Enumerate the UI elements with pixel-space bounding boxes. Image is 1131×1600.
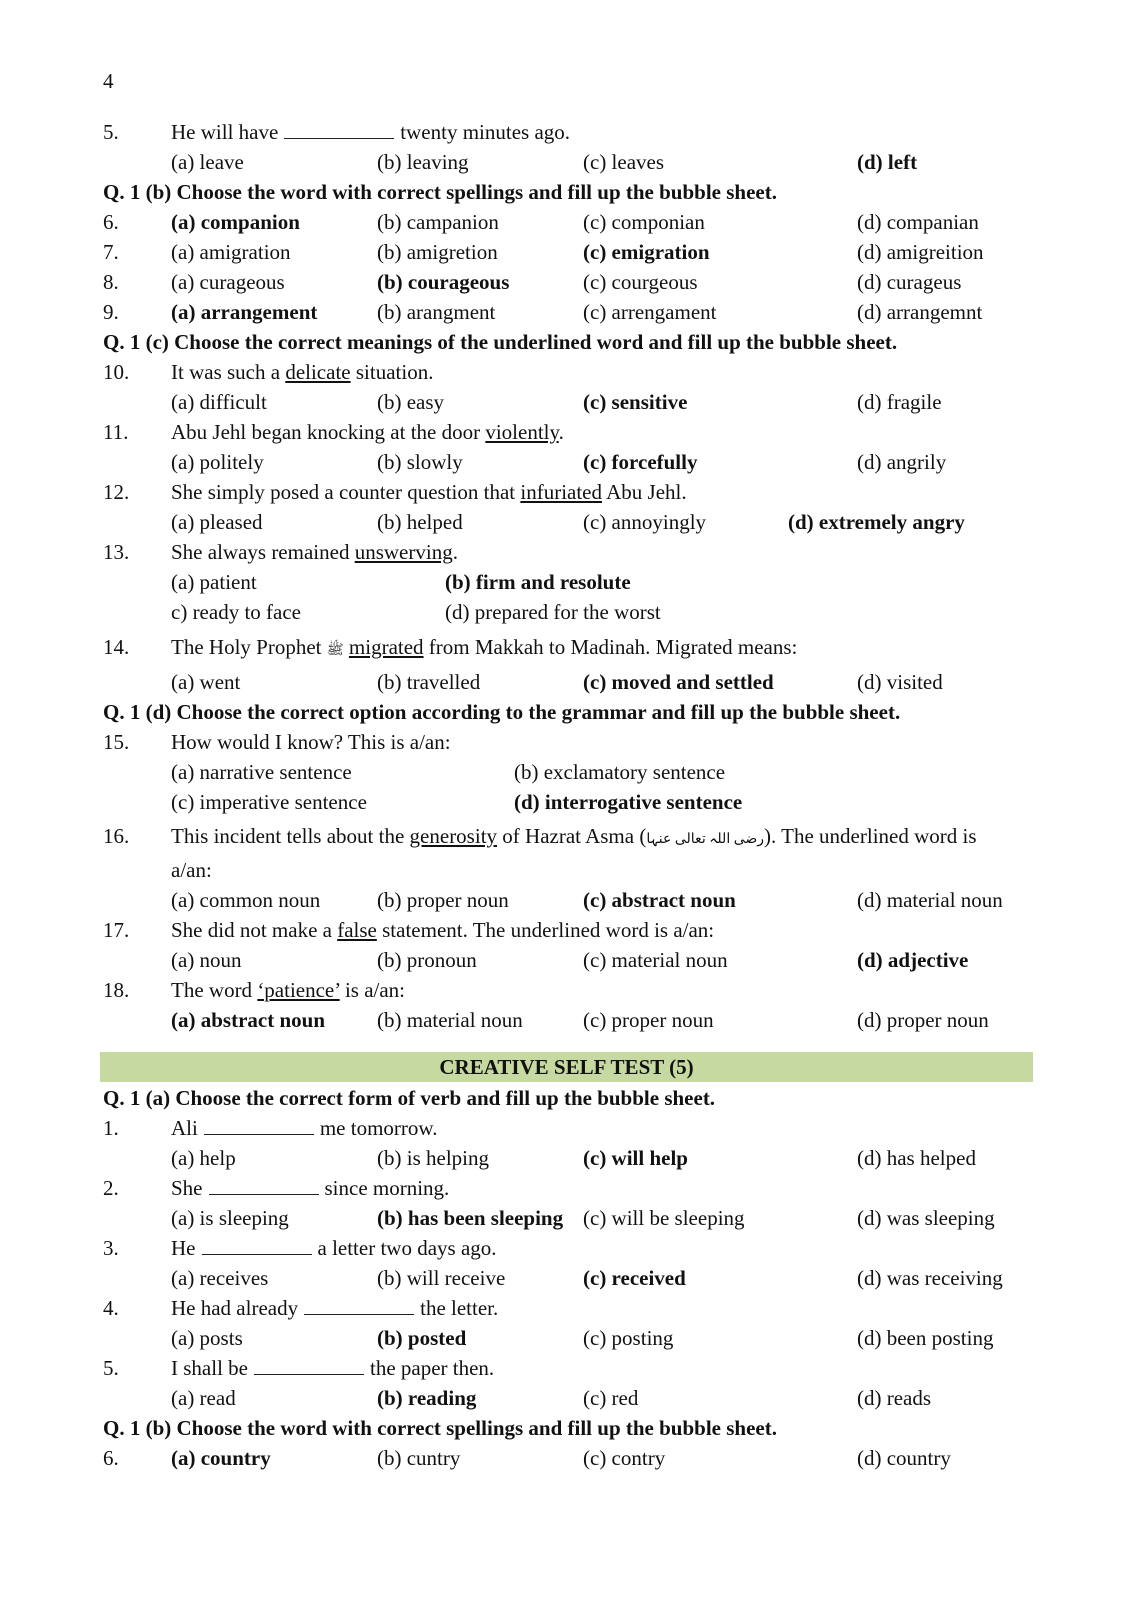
- underlined-word: unswerving: [354, 540, 453, 564]
- option-d-correct: (d) adjective: [857, 948, 969, 972]
- underlined-word: infuriated: [520, 480, 603, 504]
- option-d: (d) material noun: [857, 888, 1003, 912]
- question-text-pre: She did not make a: [171, 918, 332, 942]
- option-c: (c) red: [583, 1386, 639, 1410]
- option-a: (a) posts: [171, 1326, 243, 1350]
- question-text: [171, 358, 433, 386]
- option-d-correct: (d) left: [857, 150, 918, 174]
- option-d: (d) fragile: [857, 390, 942, 414]
- question-text: [171, 1174, 449, 1202]
- option-c-correct: (c) sensitive: [583, 390, 688, 414]
- option-c: (c) imperative sentence: [171, 790, 367, 814]
- option-b: (b) arangment: [377, 300, 496, 324]
- option-a-correct: (a) country: [171, 1446, 271, 1470]
- option-c-correct: (c) moved and settled: [583, 670, 774, 694]
- question-text-pre: Ali: [171, 1116, 198, 1140]
- question-text: [171, 538, 458, 566]
- question-text: [171, 1294, 498, 1322]
- question-text-post: ). The underlined word is: [764, 824, 977, 848]
- option-c: (c) arrengament: [583, 300, 717, 324]
- question-text-pre: I shall be: [171, 1356, 248, 1380]
- question-text: [171, 1234, 497, 1262]
- option-d: (d) visited: [857, 670, 943, 694]
- question-number: 6.: [103, 210, 119, 234]
- question-text-pre: She simply posed a counter question that: [171, 480, 516, 504]
- answer-blank: [202, 1234, 312, 1255]
- question-text-pre: She: [171, 1176, 203, 1200]
- option-c-correct: (c) forcefully: [583, 450, 698, 474]
- answer-blank: [254, 1354, 364, 1375]
- option-d: (d) curageus: [857, 270, 962, 294]
- question-text-post: situation.: [355, 360, 434, 384]
- option-d: (d) arrangemnt: [857, 300, 983, 324]
- option-c: (c) will be sleeping: [583, 1206, 745, 1230]
- question-text-pre: Abu Jehl began knocking at the door: [171, 420, 481, 444]
- option-b: (b) exclamatory sentence: [514, 760, 726, 784]
- question-number: 10.: [103, 360, 130, 384]
- option-b: (b) is helping: [377, 1146, 489, 1170]
- option-b-correct: (b) reading: [377, 1386, 477, 1410]
- option-a-correct: (a) arrangement: [171, 300, 318, 324]
- question-number: 11.: [103, 420, 129, 444]
- option-b-correct: (b) courageous: [377, 270, 510, 294]
- option-a: (a) narrative sentence: [171, 760, 352, 784]
- question-text: [171, 418, 564, 446]
- option-a: (a) went: [171, 670, 241, 694]
- question-number: 8.: [103, 270, 119, 294]
- question-text-post: Abu Jehl.: [606, 480, 687, 504]
- question-number: 6.: [103, 1446, 119, 1470]
- option-a: (a) patient: [171, 570, 257, 594]
- option-b: (b) leaving: [377, 150, 469, 174]
- question-number: 4.: [103, 1296, 119, 1320]
- option-c: c) ready to face: [171, 600, 301, 624]
- option-a-correct: (a) companion: [171, 210, 300, 234]
- question-text-pre: This incident tells about the: [171, 824, 405, 848]
- question-number: 15.: [103, 730, 130, 754]
- question-number: 16.: [103, 824, 130, 848]
- honorific-symbol: ﷺ: [326, 643, 344, 658]
- option-b: (b) amigretion: [377, 240, 498, 264]
- question-text-post: twenty minutes ago.: [400, 120, 571, 144]
- option-d: (d) reads: [857, 1386, 932, 1410]
- question-text: [171, 1354, 494, 1382]
- question-number: 18.: [103, 978, 130, 1002]
- question-number: 17.: [103, 918, 130, 942]
- option-b-correct: (b) has been sleeping: [377, 1206, 564, 1230]
- underlined-word: generosity: [409, 824, 498, 848]
- option-a: (a) leave: [171, 150, 244, 174]
- option-d: (d) amigreition: [857, 240, 984, 264]
- underlined-word: violently: [485, 420, 559, 444]
- option-b: (b) slowly: [377, 450, 463, 474]
- question-number: 7.: [103, 240, 119, 264]
- section-heading: Q. 1 (a) Choose the correct form of verb and fill up the bubble sheet.: [103, 1086, 716, 1110]
- question-text-line2: a/an:: [171, 858, 212, 882]
- option-b: (b) campanion: [377, 210, 499, 234]
- question-text-pre: It was such a: [171, 360, 281, 384]
- question-text: [171, 916, 714, 944]
- option-b: (b) proper noun: [377, 888, 509, 912]
- answer-blank: [204, 1114, 314, 1135]
- option-a: (a) politely: [171, 450, 264, 474]
- option-a: (a) curageous: [171, 270, 285, 294]
- question-number: 5.: [103, 1356, 119, 1380]
- option-b: (b) pronoun: [377, 948, 477, 972]
- option-a-correct: (a) abstract noun: [171, 1008, 326, 1032]
- option-c: (c) proper noun: [583, 1008, 714, 1032]
- question-text-post: a letter two days ago.: [317, 1236, 497, 1260]
- question-text: How would I know? This is a/an:: [171, 730, 451, 754]
- page-number: 4: [103, 69, 114, 93]
- option-c: (c) material noun: [583, 948, 728, 972]
- question-text: [171, 478, 687, 506]
- option-a: (a) common noun: [171, 888, 321, 912]
- option-b: (b) cuntry: [377, 1446, 461, 1470]
- question-number: 3.: [103, 1236, 119, 1260]
- option-c: (c) posting: [583, 1326, 674, 1350]
- question-number: 13.: [103, 540, 130, 564]
- question-text-post: .: [558, 420, 564, 444]
- question-text-pre: He: [171, 1236, 196, 1260]
- question-text-pre: The word: [171, 978, 253, 1002]
- option-d-correct: (d) interrogative sentence: [514, 790, 743, 814]
- section-heading: Q. 1 (c) Choose the correct meanings of the underlined word and fill up the bubble sheet.: [103, 330, 898, 354]
- question-text-post: from Makkah to Madinah. Migrated means:: [428, 635, 798, 659]
- option-c: (c) annoyingly: [583, 510, 707, 534]
- answer-blank: [284, 118, 394, 139]
- section-heading: Q. 1 (b) Choose the word with correct spellings and fill up the bubble sheet.: [103, 180, 777, 204]
- answer-blank: [304, 1294, 414, 1315]
- option-a: (a) amigration: [171, 240, 291, 264]
- option-c: (c) componian: [583, 210, 705, 234]
- question-number: 12.: [103, 480, 130, 504]
- option-d: (d) companian: [857, 210, 979, 234]
- option-a: (a) difficult: [171, 390, 267, 414]
- option-a: (a) read: [171, 1386, 236, 1410]
- option-c-correct: (c) will help: [583, 1146, 688, 1170]
- option-a: (a) help: [171, 1146, 236, 1170]
- option-b: (b) material noun: [377, 1008, 523, 1032]
- option-d: (d) has helped: [857, 1146, 976, 1170]
- question-number: 2.: [103, 1176, 119, 1200]
- question-text-pre: She always remained: [171, 540, 350, 564]
- option-d: (d) country: [857, 1446, 951, 1470]
- option-a: (a) noun: [171, 948, 242, 972]
- option-d: (d) was receiving: [857, 1266, 1003, 1290]
- option-b: (b) will receive: [377, 1266, 506, 1290]
- option-d: (d) proper noun: [857, 1008, 989, 1032]
- underlined-word: delicate: [285, 360, 351, 384]
- option-d-correct: (d) extremely angry: [788, 510, 965, 534]
- question-text-post: the paper then.: [369, 1356, 495, 1380]
- option-b: (b) easy: [377, 390, 445, 414]
- question-number: 9.: [103, 300, 119, 324]
- option-d: (d) angrily: [857, 450, 947, 474]
- question-text-post: .: [452, 540, 458, 564]
- answer-blank: [209, 1174, 319, 1195]
- question-text-post: me tomorrow.: [319, 1116, 438, 1140]
- option-b-correct: (b) firm and resolute: [445, 570, 631, 594]
- option-c: (c) contry: [583, 1446, 666, 1470]
- question-text-pre: He had already: [171, 1296, 299, 1320]
- question-text: [171, 822, 977, 854]
- question-text: [171, 118, 570, 146]
- section-heading: Q. 1 (b) Choose the word with correct spellings and fill up the bubble sheet.: [103, 1416, 777, 1440]
- question-text: [171, 1114, 437, 1142]
- question-text: [171, 633, 797, 665]
- question-number: 1.: [103, 1116, 119, 1140]
- option-d: (d) been posting: [857, 1326, 994, 1350]
- option-c: (c) leaves: [583, 150, 665, 174]
- question-text-pre: He will have: [171, 120, 279, 144]
- option-a: (a) pleased: [171, 510, 263, 534]
- question-number: 14.: [103, 635, 130, 659]
- question-number: 5.: [103, 120, 119, 144]
- question-text-post: statement. The underlined word is a/an:: [382, 918, 715, 942]
- option-c-correct: (c) emigration: [583, 240, 710, 264]
- option-c-correct: (c) abstract noun: [583, 888, 736, 912]
- question-text-post: the letter.: [420, 1296, 499, 1320]
- option-b-correct: (b) posted: [377, 1326, 467, 1350]
- option-a: (a) is sleeping: [171, 1206, 289, 1230]
- section-banner: CREATIVE SELF TEST (5): [100, 1052, 1033, 1082]
- option-c: (c) courgeous: [583, 270, 698, 294]
- question-text-post: of Hazrat Asma (: [502, 824, 647, 848]
- underlined-word: migrated: [348, 635, 424, 659]
- option-b: (b) helped: [377, 510, 463, 534]
- question-text-pre: The Holy Prophet: [171, 635, 322, 659]
- option-d: (d) was sleeping: [857, 1206, 995, 1230]
- option-b: (b) travelled: [377, 670, 481, 694]
- question-text: [171, 976, 405, 1004]
- underlined-word: false: [337, 918, 377, 942]
- question-text-post: is a/an:: [344, 978, 406, 1002]
- option-d: (d) prepared for the worst: [445, 600, 661, 624]
- question-text-post: since morning.: [324, 1176, 450, 1200]
- section-heading: Q. 1 (d) Choose the correct option according to the grammar and fill up the bubble sheet.: [103, 700, 901, 724]
- option-a: (a) receives: [171, 1266, 269, 1290]
- underlined-word: ‘patience’: [257, 978, 340, 1002]
- option-c-correct: (c) received: [583, 1266, 686, 1290]
- honorific-arabic: رضی اللہ تعالی عنہا: [646, 832, 765, 847]
